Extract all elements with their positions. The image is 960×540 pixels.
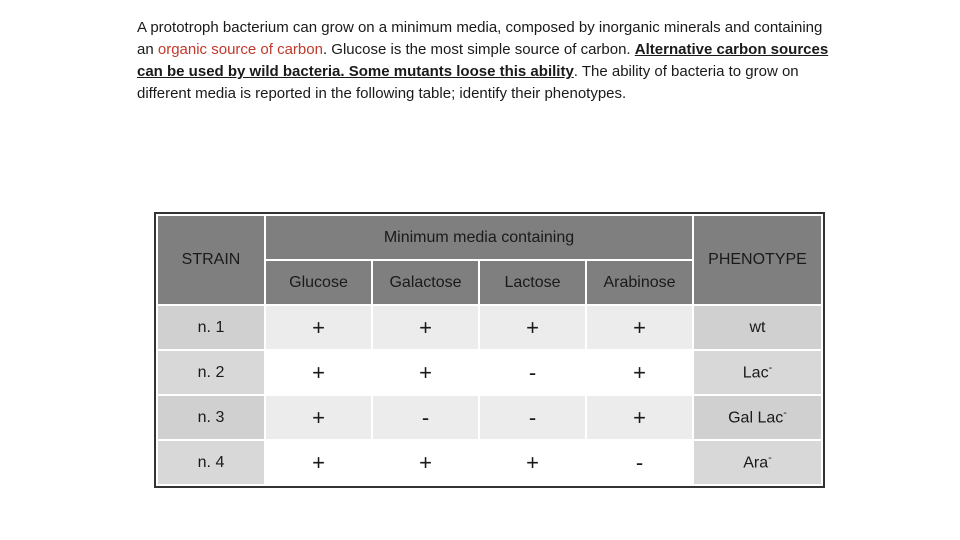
table-row (157, 350, 822, 395)
minus-superscript: - (768, 362, 773, 375)
growth-cell: + (372, 305, 479, 350)
strain-cell: n. 2 (157, 350, 265, 395)
table-row (157, 395, 822, 440)
phenotype-cell (693, 350, 822, 395)
media-header-lactose: Lactose (479, 260, 586, 305)
table-row (157, 305, 822, 350)
phenotype-text: Lac (742, 364, 769, 382)
media-group-header: Minimum media containing (265, 215, 693, 260)
phenotype-cell (693, 440, 822, 485)
growth-cell: + (586, 305, 693, 350)
strain-header: STRAIN (157, 215, 265, 305)
growth-cell: + (479, 305, 586, 350)
media-header-galactose: Galactose (372, 260, 479, 305)
growth-cell: + (265, 395, 372, 440)
phenotype-text: Gal Lac (728, 409, 784, 427)
growth-cell: + (479, 440, 586, 485)
growth-cell: + (372, 440, 479, 485)
intro-highlight: organic source of carbon (157, 41, 323, 58)
intro-underlined: Alternative carbon sources can be used by wild bacteria. Some mutants loose this ability (137, 41, 829, 80)
growth-cell: + (265, 350, 372, 395)
intro-part3: . The ability of bacteria to grow on different media is reported in the following table; identify their phenotypes. (137, 63, 799, 102)
minus-superscript: - (783, 407, 787, 420)
growth-cell: + (372, 350, 479, 395)
strain-cell: n. 3 (157, 395, 265, 440)
phenotype-cell: wt (693, 305, 822, 350)
media-header-arabinose: Arabinose (586, 260, 693, 305)
growth-cell: + (265, 440, 372, 485)
phenotype-text: Ara (743, 454, 769, 472)
growth-cell: - (586, 440, 693, 485)
growth-cell: + (265, 305, 372, 350)
media-header-glucose: Glucose (265, 260, 372, 305)
growth-cell: + (586, 350, 693, 395)
growth-cell: - (479, 395, 586, 440)
growth-cell: - (372, 395, 479, 440)
growth-cell: + (586, 395, 693, 440)
intro-part1: A prototroph bacterium can grow on a minimum media, composed by inorganic minerals and containing an (137, 19, 823, 58)
phenotype-cell (693, 395, 822, 440)
strain-cell: n. 4 (157, 440, 265, 485)
phenotype-table (156, 214, 823, 486)
table-row (157, 440, 822, 485)
minus-superscript: - (768, 452, 772, 465)
phenotype-header: PHENOTYPE (693, 215, 822, 305)
growth-cell: - (479, 350, 586, 395)
intro-part2: . Glucose is the most simple source of carbon. (322, 41, 635, 58)
instructions-text (137, 17, 837, 105)
strain-cell: n. 1 (157, 305, 265, 350)
